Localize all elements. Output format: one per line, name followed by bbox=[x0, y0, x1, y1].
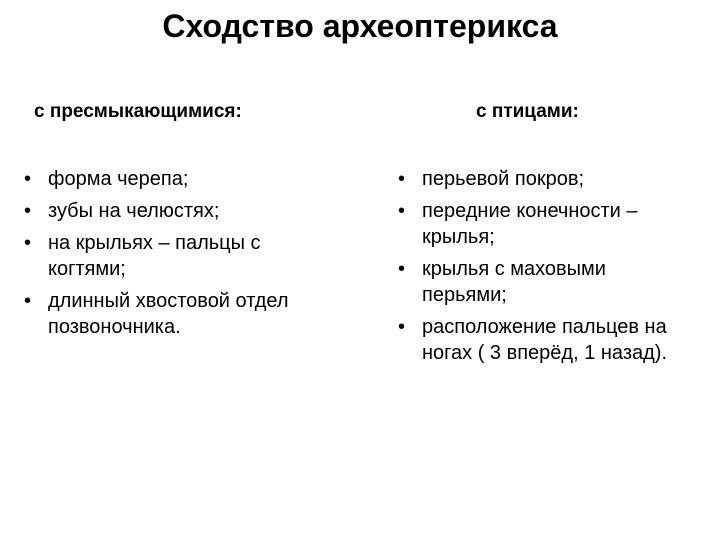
list-item bbox=[396, 166, 696, 192]
bullet-icon: • bbox=[24, 232, 32, 254]
list-item bbox=[396, 256, 696, 308]
list-item bbox=[22, 230, 322, 282]
list-item-text: передние конечности – крылья; bbox=[422, 200, 638, 248]
bullet-icon: • bbox=[24, 168, 32, 190]
bullet-icon: • bbox=[24, 200, 32, 222]
bullet-icon: • bbox=[398, 200, 406, 222]
list-item bbox=[22, 198, 322, 224]
list-item-text: зубы на челюстях; bbox=[48, 200, 220, 222]
birds-heading: с птицами: bbox=[476, 101, 579, 122]
birds-list bbox=[396, 166, 696, 372]
list-item-text: длинный хвостовой отдел позвоночника. bbox=[48, 290, 289, 338]
list-item bbox=[22, 288, 322, 340]
list-item-text: крылья с маховыми перьями; bbox=[422, 258, 606, 306]
reptiles-list bbox=[22, 166, 322, 346]
bullet-icon: • bbox=[398, 168, 406, 190]
reptiles-heading: с пресмыкающимися: bbox=[34, 101, 242, 122]
bullet-icon: • bbox=[398, 258, 406, 280]
list-item-text: перьевой покров; bbox=[422, 168, 585, 190]
list-item bbox=[396, 314, 696, 366]
list-item-text: расположение пальцев на ногах ( 3 вперёд, 1 назад). bbox=[422, 316, 668, 364]
slide-title: Сходство археоптерикса bbox=[162, 8, 558, 44]
list-item-text: на крыльях – пальцы с когтями; bbox=[48, 232, 261, 280]
list-item-text: форма черепа; bbox=[48, 168, 189, 190]
list-item bbox=[396, 198, 696, 250]
bullet-icon: • bbox=[398, 316, 406, 338]
list-item bbox=[22, 166, 322, 192]
bullet-icon: • bbox=[24, 290, 32, 312]
